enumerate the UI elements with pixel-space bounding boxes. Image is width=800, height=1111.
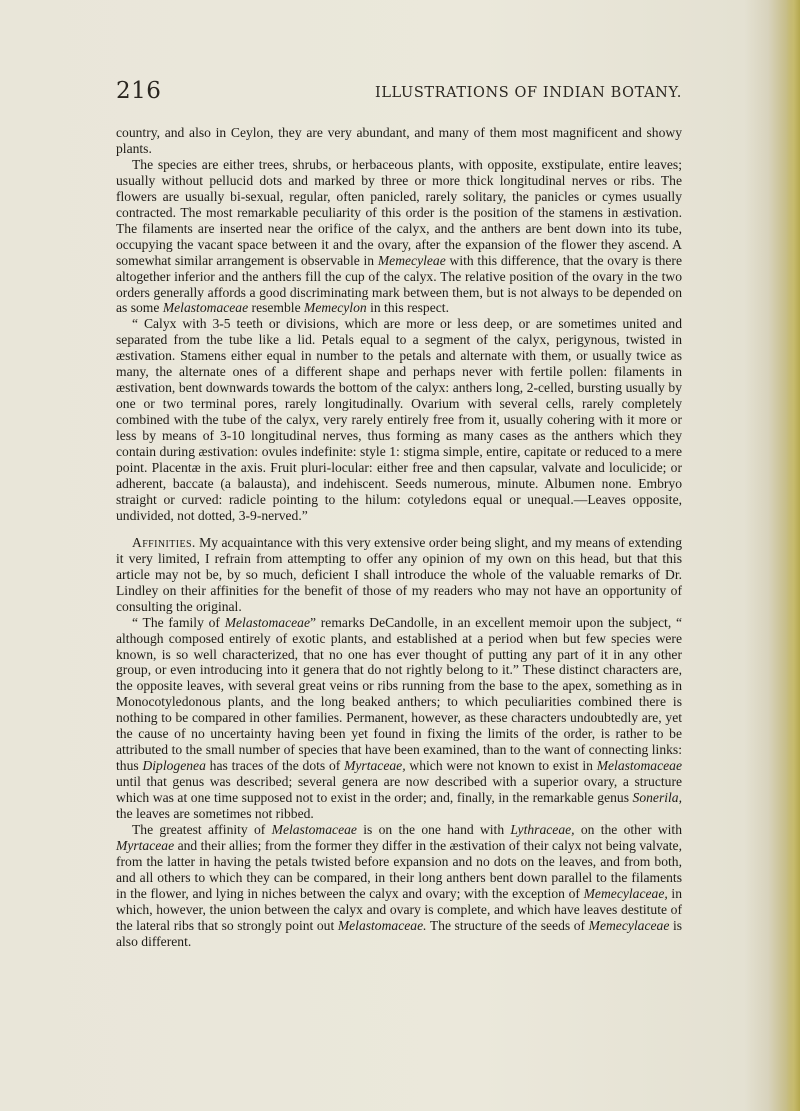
text-run: until that genus was described; several genera are now described with a superior ovary, a structure which was at one time supposed not to exist in the order; and, finally, in the remarkable genus [116, 774, 682, 806]
text-run: is also different. [116, 917, 683, 949]
body-text [116, 125, 682, 950]
text-run: and their allies; from the former they differ in the æstivation of their calyx not being valvate, from the latter in having the petals twisted before expansion and no dots on the leaves, and from both, and all others to which they can be compared, in their long anthers bent down parallel to the filaments in the flower, and lying in niches between the calyx and ovary; with the exception of [116, 837, 682, 901]
text-run: has traces of the dots of [205, 758, 345, 774]
italic-term: Memecylaceae [588, 917, 670, 933]
text-run: in which, however, the union between the calyx and ovary is complete, and which have leaves destitute of the lateral ribs that so strongly point out [116, 885, 683, 933]
text-run: The species are either trees, shrubs, or herbaceous plants, with opposite, exstipulate, entire leaves; usually without pellucid dots and marked by three or more thick longitudinal nerves or ribs. The flowers are usually bi-sexual, regular, often panicled, rarely solitary, the panicles or cymes usually contracted. The most remarkable peculiarity of this order is the position of the stamens in æstivation. The filaments are inserted near the orifice of the calyx, and the anthers are bent down into its tube, occupying the vacant space between it and the ovary, after the expansion of the flower they ascend. A somewhat similar arrangement is observable in [116, 156, 682, 268]
paragraph [116, 535, 682, 615]
text-run: is on the one hand with [356, 821, 511, 837]
italic-term: Melastomaceae [271, 821, 357, 837]
text-run: The greatest affinity of [132, 821, 272, 837]
italic-term: Sonerila, [632, 790, 682, 806]
text-run: on the other with [574, 821, 682, 837]
paragraph [116, 316, 682, 523]
paragraph [116, 125, 682, 157]
italic-term: Diplogenea [142, 758, 206, 774]
italic-term: Myrtaceae [116, 837, 175, 853]
text-run: ” remarks DeCandolle, in an excellent memoir upon the subject, “ although composed entirely of exotic plants, and established at a period when but few species were known, is so well characterized, that no one has ever thought of putting any part of it in any other group, or even introducing into it genera that do not rightly belong to it.” These distinct characters are, the opposite leaves, with several great veins or ribs running from the base to the apex, something as in Monocotyledonous plants, and the long beaked anthers; to which peculiarities combined there is nothing to be compared in other families. Permanent, however, as these characters undoubtedly are, yet the cause of no uncertainty having been yet found in fixing the limits of the order, is rather to be attributed to the small number of species that have been examined, than to the want of connecting links: thus [116, 614, 682, 774]
italic-term: Lythraceae, [510, 821, 575, 837]
italic-term: Memecylaceae, [583, 885, 668, 901]
text-run: the leaves are sometimes not ribbed. [116, 806, 314, 822]
paragraph [116, 615, 682, 822]
text-run: which were not known to exist in [405, 758, 597, 774]
italic-term: Myrtaceae, [344, 758, 406, 774]
italic-term: Melastomaceae [224, 614, 310, 630]
page-edge-shading [786, 0, 800, 1111]
italic-term: Melastomaceae. [337, 917, 427, 933]
page-number: 216 [116, 78, 162, 104]
italic-term: Melastomaceae [162, 300, 249, 316]
page-header [116, 78, 682, 114]
section-heading: Affinities. [132, 534, 196, 550]
italic-term: Memecyleae [377, 252, 446, 268]
running-title: ILLUSTRATIONS OF INDIAN BOTANY. [375, 85, 682, 101]
text-run: resemble [248, 300, 305, 316]
text-run: The structure of the seeds of [426, 917, 589, 933]
paragraph [116, 157, 682, 317]
text-run: “ The family of [132, 614, 225, 630]
italic-term: Melastomaceae [596, 758, 682, 774]
text-run: My acquaintance with this very extensive order being slight, and my means of extending it very limited, I refrain from attempting to offer any opinion of my own on this head, but that this article may not be, by so much, deficient I shall introduce the whole of the valuable remarks of Dr. Lindley on their affinities for the benefit of those of my readers who may not have an opportunity of consulting the original. [116, 534, 682, 614]
text-run: country, and also in Ceylon, they are very abundant, and many of them most magnificent and showy plants. [116, 125, 682, 156]
italic-term: Memecylon [304, 300, 367, 316]
text-run: in this respect. [366, 300, 449, 316]
text-run: “ Calyx with 3-5 teeth or divisions, which are more or less deep, or are sometimes united and separated from the tube like a lid. Petals equal to a segment of the calyx, perigynous, twisted in æstivation. Stamens either equal in number to the petals and alternate with them, or usually twice as many, the alternate ones of a different shape and perhaps never with fertile pollen: filaments in æstivation, bent downwards towards the bottom of the calyx: anthers long, 2-celled, bursting usually by one or two terminal pores, rarely longitudinally. Ovarium with several cells, rarely completely combined with the tube of the calyx, very rarely entirely free from it, usually cohering with it more or less by means of 3-10 longitudinal nerves, thus forming as many cases as the anthers which they contain during æstivation: ovules indefinite: style 1: stigma simple, entire, capitate or reduced to a mere point. Placentæ in the axis. Fruit pluri-locular: either free and then capsular, valvate and loculicide; or adherent, baccate (a balausta), and indehiscent. Seeds numerous, minute. Albumen none. Embryo straight or curved: radicle pointing to the hilum: cotyledons equal or unequal.—Leaves opposite, undivided, not dotted, 3-9-nerved.” [116, 316, 682, 523]
text-run: with this difference, that the ovary is there altogether inferior and the anthers fill the cup of the calyx. The relative position of the ovary in the two orders generally affords a good discriminating mark between them, but is not always to be depended on as some [116, 252, 682, 316]
paragraph [116, 822, 682, 950]
